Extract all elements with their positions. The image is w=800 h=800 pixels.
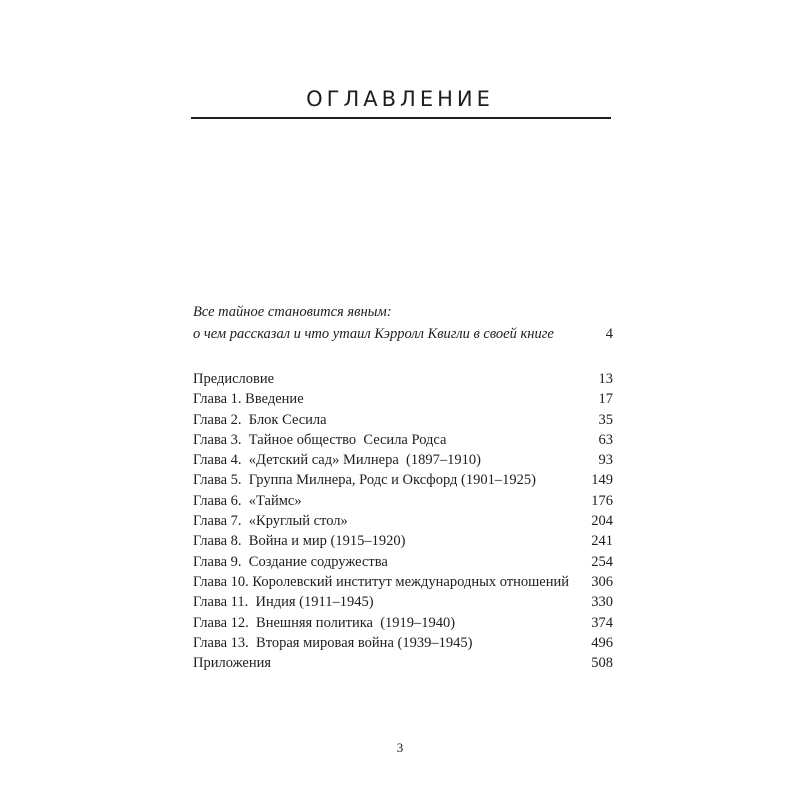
toc-entry xyxy=(193,552,613,572)
toc-entry-page: 149 xyxy=(591,472,613,489)
toc-entry-title: Глава 7. «Круглый стол» xyxy=(193,513,348,530)
toc-entry xyxy=(193,613,613,633)
epigraph-page-number: 4 xyxy=(605,326,613,342)
toc-entry-title: Глава 10. Королевский институт международных отношений xyxy=(193,573,569,590)
toc-entry-page: 508 xyxy=(591,655,613,672)
toc-entry-title: Глава 4. «Детский сад» Милнера (1897–1910) xyxy=(193,452,481,469)
toc-entry-page: 93 xyxy=(598,452,613,469)
toc-entry xyxy=(193,491,613,511)
toc-entry-title: Глава 12. Внешняя политика (1919–1940) xyxy=(193,614,456,631)
toc-entry-title: Приложения xyxy=(193,655,272,672)
toc-entry xyxy=(193,653,613,673)
toc-entry-page: 306 xyxy=(591,573,613,590)
title-divider xyxy=(191,117,611,119)
page-title: ОГЛАВЛЕНИЕ xyxy=(306,87,494,112)
toc-entry-page: 176 xyxy=(591,492,613,509)
epigraph-line-1: Все тайное становится явным: xyxy=(193,304,392,320)
toc-entry-page: 496 xyxy=(591,634,613,651)
toc-entry xyxy=(193,369,613,389)
toc-entry-title: Глава 2. Блок Сесила xyxy=(193,411,327,428)
toc-entry xyxy=(193,572,613,592)
toc-entry-page: 35 xyxy=(598,411,613,428)
toc-entry-page: 204 xyxy=(591,513,613,530)
toc-entry-title: Глава 13. Вторая мировая война (1939–1945) xyxy=(193,634,473,651)
toc-entry-page: 17 xyxy=(598,391,613,408)
toc-entry xyxy=(193,531,613,551)
toc-entry-page: 13 xyxy=(598,371,613,387)
epigraph-entry xyxy=(193,301,613,345)
toc-entry xyxy=(193,633,613,653)
toc-entry-title: Глава 5. Группа Милнера, Родс и Оксфорд (1901–1925) xyxy=(193,472,536,489)
page-number: 3 xyxy=(396,740,404,755)
toc-entry-title: Глава 11. Индия (1911–1945) xyxy=(193,594,374,611)
toc-entry-title: Глава 6. «Таймс» xyxy=(193,492,302,509)
toc-entry xyxy=(193,410,613,430)
toc-entry xyxy=(193,430,613,450)
toc-entry-title: Глава 8. Война и мир (1915–1920) xyxy=(193,533,406,550)
toc-entry xyxy=(193,450,613,470)
toc-entry-page: 254 xyxy=(591,553,613,570)
toc-entry-title: Глава 9. Создание содружества xyxy=(193,553,388,570)
toc-entry-page: 241 xyxy=(591,533,613,550)
toc-entry-page: 63 xyxy=(598,431,613,448)
toc-entry-title: Глава 3. Тайное общество Сесила Родса xyxy=(193,431,447,448)
toc-entry xyxy=(193,470,613,490)
epigraph-line-2: о чем рассказал и что утаил Кэрролл Квигли в своей книге xyxy=(193,326,554,342)
toc-entry xyxy=(193,511,613,531)
toc-entry xyxy=(193,389,613,409)
epigraph-line-2-row xyxy=(193,323,613,345)
toc-entry-page: 374 xyxy=(591,614,613,631)
toc-entry-title: Предисловие xyxy=(193,371,275,387)
toc-entry-title: Глава 1. Введение xyxy=(193,391,304,408)
table-of-contents xyxy=(193,369,613,673)
toc-entry xyxy=(193,592,613,612)
toc-entry-page: 330 xyxy=(591,594,613,611)
